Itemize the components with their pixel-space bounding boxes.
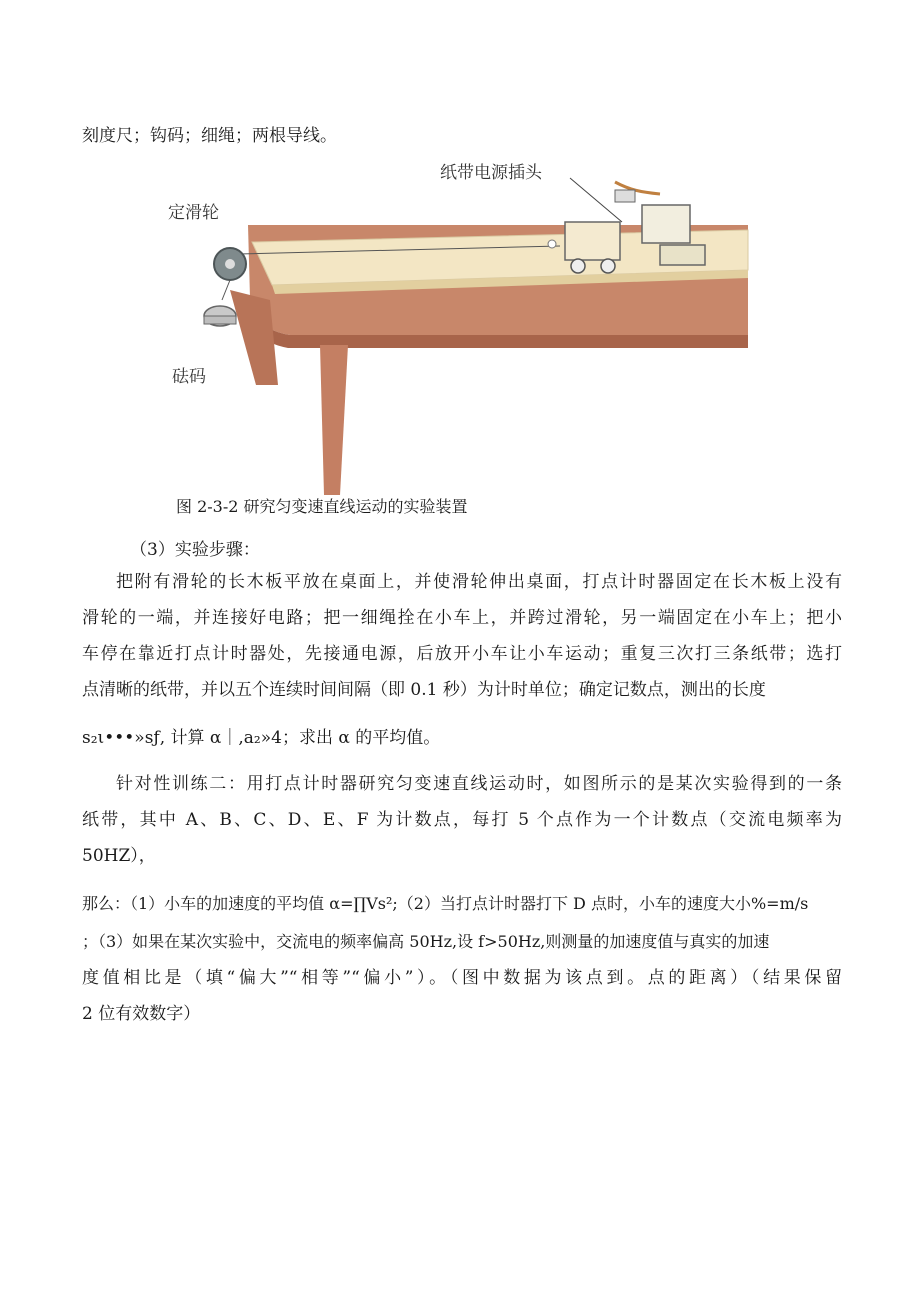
exercise-line: ；（3）如果在某次实验中，交流电的频率偏高 50Hz,设 f>50Hz,则测量的加速度值与真实的加速 <box>82 932 770 951</box>
exercise-line: 2 位有效数字） <box>82 1004 201 1024</box>
steps-line: 车停在靠近打点计时器处，先接通电源，后放开小车让小车运动；重复三次打三条纸带；选打 <box>82 644 842 664</box>
steps-line: 把附有滑轮的长木板平放在桌面上，并使滑轮伸出桌面，打点计时器固定在长木板上没有 <box>116 572 842 592</box>
table-leg-front <box>320 345 348 495</box>
steps-line: s₂ι•••»sƒ, 计算 α｜,a₂»4；求出 α 的平均值。 <box>82 728 441 748</box>
figure-label-tape-plug: 纸带电源插头 <box>440 163 542 183</box>
exercise-line: 度值相比是（填“偏大”“相等”“偏小”）。（图中数据为该点到。点的距离）（结果保留 <box>82 968 842 988</box>
equipment-line: 刻度尺；钩码；细绳；两根导线。 <box>82 126 337 146</box>
exercise-line: 50HZ）， <box>82 846 156 866</box>
exercise-line: 针对性训练二：用打点计时器研究匀变速直线运动时，如图所示的是某次实验得到的一条 <box>116 774 842 794</box>
figure-caption: 图 2-3-2 研究匀变速直线运动的实验装置 <box>176 497 468 516</box>
plug-leader-line <box>570 178 622 222</box>
steps-heading: （3）实验步骤： <box>130 540 260 560</box>
figure-label-pulley: 定滑轮 <box>168 203 219 223</box>
exercise-line: 那么：（1）小车的加速度的平均值 α=∏Vs²;（2）当打点计时器打下 D 点时，小车的速度大小%=m/s <box>82 894 809 913</box>
figure-label-weight: 砝码 <box>172 367 206 387</box>
steps-line: 滑轮的一端，并连接好电路；把一细绳拴在小车上，并跨过滑轮，另一端固定在小车上；把小 <box>82 608 842 628</box>
exercise-line: 纸带，其中 A、B、C、D、E、F 为计数点，每打 5 个点作为一个计数点（交流电频率为 <box>82 810 842 830</box>
experiment-apparatus-figure <box>160 170 750 495</box>
steps-line: 点清晰的纸带，并以五个连续时间间隔（即 0.1 秒）为计时单位；确定记数点，测出的长度 <box>82 680 766 700</box>
